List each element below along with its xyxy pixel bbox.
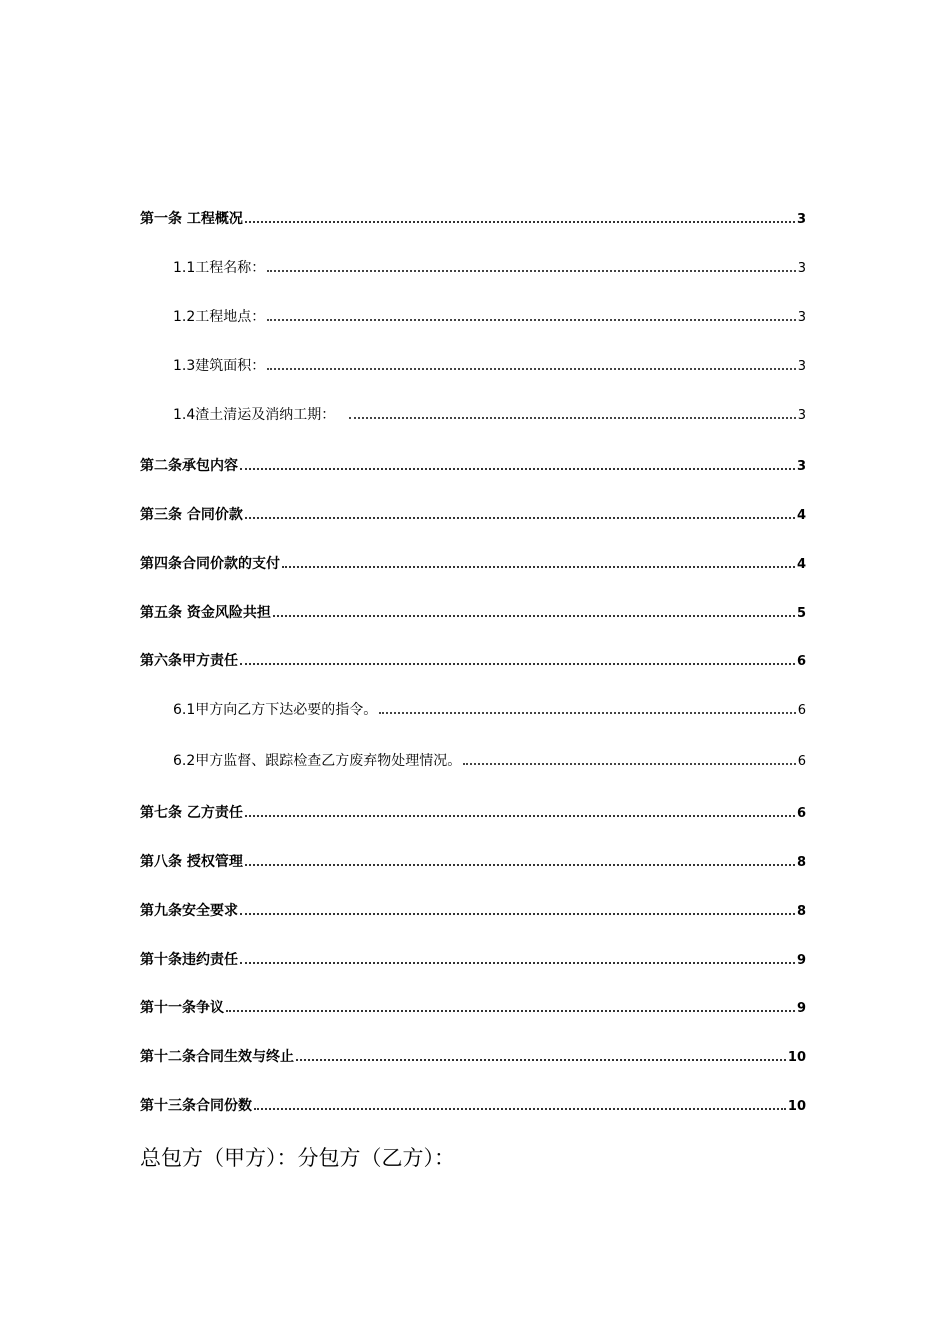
toc-leader-dots	[349, 417, 795, 419]
toc-entry-label: 1.1工程名称：	[173, 260, 266, 276]
toc-entry-page: 6	[796, 654, 806, 669]
toc-entry-label: 1.4渣土清运及消纳工期：	[173, 407, 336, 423]
toc-entry-page: 10	[787, 1099, 806, 1114]
toc-leader-dots	[245, 815, 795, 817]
toc-entry-label: 第五条 资金风险共担	[140, 605, 271, 621]
toc-leader-dots	[379, 712, 795, 714]
toc-leader-dots	[240, 962, 795, 964]
toc-entry-label: 6.2甲方监督、跟踪检查乙方废弃物处理情况。	[173, 753, 462, 769]
toc-entry[interactable]	[140, 802, 806, 826]
toc-entry-label: 第七条 乙方责任	[140, 805, 243, 821]
toc-entry-label: 第十条违约责任	[140, 952, 238, 968]
toc-entry[interactable]	[140, 602, 806, 626]
toc-entry-label: 6.1甲方向乙方下达必要的指令。	[173, 702, 378, 718]
toc-entry-label: 第十一条争议	[140, 1000, 224, 1016]
toc-leader-dots	[245, 517, 795, 519]
toc-entry[interactable]	[140, 553, 806, 577]
toc-entry[interactable]	[140, 257, 806, 281]
toc-leader-dots	[463, 763, 795, 765]
toc-entry[interactable]	[140, 1046, 806, 1070]
toc-entry-page: 10	[787, 1050, 806, 1065]
contract-parties-line: 总包方（甲方）：分包方（乙方）：	[140, 1146, 455, 1170]
toc-leader-dots	[282, 566, 795, 568]
toc-leader-dots	[267, 270, 795, 272]
toc-leader-dots	[245, 221, 795, 223]
toc-leader-dots	[226, 1010, 795, 1012]
toc-leader-dots	[245, 864, 795, 866]
toc-entry-label: 第九条安全要求	[140, 903, 238, 919]
toc-leader-dots	[267, 319, 795, 321]
toc-entry-label: 第二条承包内容	[140, 458, 238, 474]
toc-entry[interactable]	[140, 504, 806, 528]
toc-entry-page: 8	[796, 904, 806, 919]
toc-entry-label: 第八条 授权管理	[140, 854, 243, 870]
toc-entry-label: 第十二条合同生效与终止	[140, 1049, 294, 1065]
toc-leader-dots	[240, 663, 795, 665]
toc-entry-label: 第一条 工程概况	[140, 211, 243, 227]
toc-entry-page: 4	[796, 508, 806, 523]
toc-entry-page: 9	[796, 953, 806, 968]
toc-leader-dots	[267, 368, 795, 370]
toc-entry-page: 8	[796, 855, 806, 870]
toc-entry-label: 第三条 合同价款	[140, 507, 243, 523]
toc-leader-dots	[273, 615, 795, 617]
toc-entry[interactable]	[140, 650, 806, 674]
toc-entry-label: 第四条合同价款的支付	[140, 556, 280, 572]
toc-entry-page: 3	[796, 459, 806, 474]
toc-entry[interactable]	[140, 949, 806, 973]
toc-entry-label: 1.3建筑面积：	[173, 358, 266, 374]
toc-entry-page: 3	[797, 261, 806, 276]
toc-entry[interactable]	[140, 404, 806, 428]
toc-entry-page: 3	[797, 408, 806, 423]
toc-entry[interactable]	[140, 208, 806, 232]
toc-entry-label: 第十三条合同份数	[140, 1098, 252, 1114]
toc-entry-page: 4	[796, 557, 806, 572]
toc-entry[interactable]	[140, 306, 806, 330]
toc-entry-page: 6	[797, 754, 806, 769]
toc-entry-page: 6	[797, 703, 806, 718]
toc-entry-page: 6	[796, 806, 806, 821]
toc-leader-dots	[296, 1059, 786, 1061]
toc-entry-page: 5	[796, 606, 806, 621]
toc-leader-dots	[254, 1108, 786, 1110]
toc-entry[interactable]	[140, 851, 806, 875]
toc-entry-page: 3	[796, 212, 806, 227]
toc-leader-dots	[240, 913, 795, 915]
toc-entry-page: 3	[797, 359, 806, 374]
toc-entry-page: 9	[796, 1001, 806, 1016]
toc-entry[interactable]	[140, 750, 806, 774]
toc-entry-page: 3	[797, 310, 806, 325]
toc-entry[interactable]	[140, 455, 806, 479]
toc-entry-label: 1.2工程地点：	[173, 309, 266, 325]
toc-entry[interactable]	[140, 355, 806, 379]
toc-entry[interactable]	[140, 900, 806, 924]
toc-entry[interactable]	[140, 699, 806, 723]
toc-entry[interactable]	[140, 1095, 806, 1119]
toc-entry[interactable]	[140, 997, 806, 1021]
toc-entry-label: 第六条甲方责任	[140, 653, 238, 669]
toc-leader-dots	[240, 468, 795, 470]
